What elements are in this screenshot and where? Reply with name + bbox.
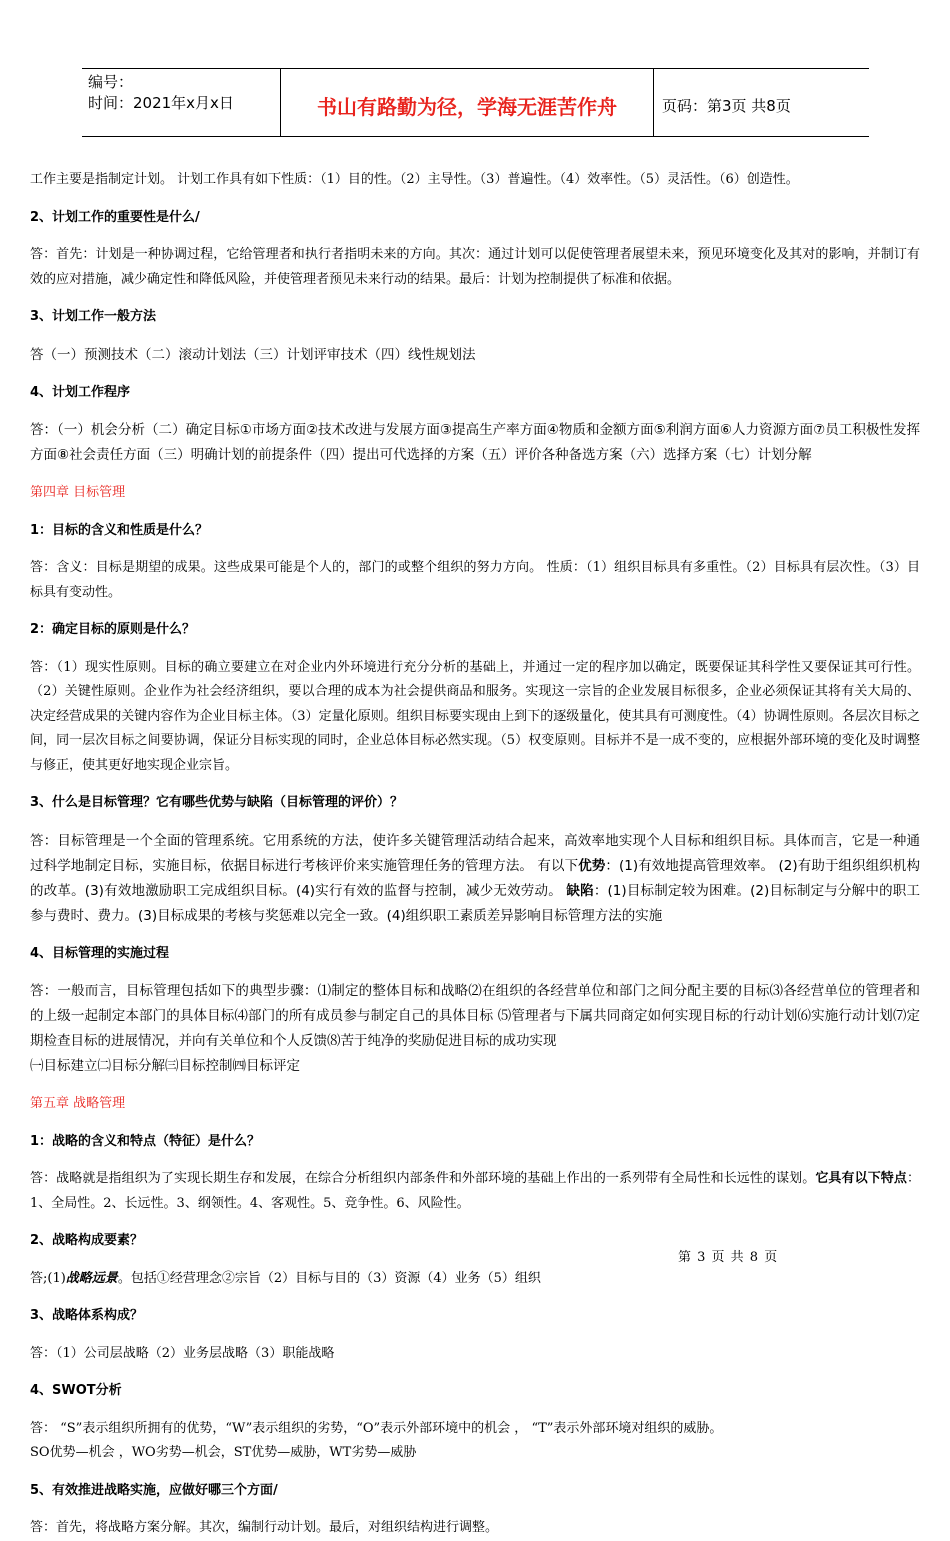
question-heading: 1：战略的含义和特点（特征）是什么？ xyxy=(30,1133,261,1149)
page-header xyxy=(82,68,869,137)
question-heading: 2：确定目标的原则是什么？ xyxy=(30,622,196,637)
question-heading: 4、计划工作程序 xyxy=(30,384,131,400)
question-heading: 3、什么是目标管理？它有哪些优势与缺陷（目标管理的评价）？ xyxy=(30,795,404,810)
question-heading: 3、计划工作一般方法 xyxy=(30,309,157,324)
answer-text: 答：目标管理是一个全面的管理系统。它用系统的方法，使许多关键管理活动结合起来，高效率地实现个人目标和组织目标。具体而言，它是一种通过科学地制定目标，实施目标，依据目标进行考核评价来实施管理任务的管理方法。 有以下 xyxy=(30,832,920,874)
chapter-heading: 第五章 战略管理 xyxy=(30,1096,126,1111)
question-heading: 4、目标管理的实施过程 xyxy=(30,945,170,961)
answer-paragraph: SO优势—机会 ，WO劣势—机会，ST优势—威胁，WT劣势—威胁 xyxy=(30,1445,417,1460)
answer-text: ：1、全局性。2、长远性。3、纲领性。4、客观性。5、竞争性。6、风险性。 xyxy=(30,1171,920,1211)
number-label: 编号： xyxy=(88,73,134,91)
disadvantage-label: 缺陷 xyxy=(566,882,594,899)
answer-paragraph: 答：（1）公司层战略（2）业务层战略（3）职能战略 xyxy=(30,1345,335,1361)
page-footer: 第 3 页 共 8 页 xyxy=(678,1250,779,1265)
answer-text: 。包括①经营理念②宗旨（2）目标与目的（3）资源（4）业务（5）组织 xyxy=(117,1270,541,1286)
answer-text: 答;(1) xyxy=(30,1270,66,1286)
answer-text: ：(1)目标制定较为困难。(2)目标制定与分解中的职工参与费时、费力。(3)目标成果的考核与奖惩难以完全一致。(4)组织职工素质差异影响目标管理方法的实施 xyxy=(30,882,920,924)
header-page-label: 页码：第3页 共8页 xyxy=(662,97,791,115)
features-label: 它具有以下特点 xyxy=(815,1171,907,1186)
question-heading: 5、有效推进战略实施，应做好哪三个方面/ xyxy=(30,1482,278,1498)
answer-text: ：(1)有效地提高管理效率。 (2)有助于组织组织机构的改革。(3)有效地激励职工完成组织目标。(4)实行有效的监督与控制，减少无效劳动。 xyxy=(30,857,921,899)
answer-paragraph xyxy=(30,829,920,929)
answer-paragraph: 答（一）预测技术（二）滚动计划法（三）计划评审技术（四）线性规划法 xyxy=(30,346,476,363)
answer-paragraph: 答：（1）现实性原则。目标的确立要建立在对企业内外环境进行充分分析的基础上，并通过一定的程序加以确定，既要保证其科学性又要保证其可行性。（2）关键性原则。企业作为社会经济组织，要以合理的成本为社会提供商品和服务。实现这一宗旨的企业发展目标很多，企业必须保证其将有关大局的、决定经营成果的关键内容作为企业目标主体。（3）定量化原则。组织目标要实现由上到下的逐级量化，使其具有可测度性。（4）协调性原则。各层次目标之间，同一层次目标之间要协调，保证分目标实现的同时，企业总体目标必然实现。（5）权变原则。目标并不是一成不变的，应根据外部环境的变化及时调整与修正，使其更好地实现企业宗旨。 xyxy=(30,659,920,773)
answer-paragraph: 答：含义：目标是期望的成果。这些成果可能是个人的，部门的或整个组织的努力方向。 性质：（1）组织目标具有多重性。（2）目标具有层次性。（3）目标具有变动性。 xyxy=(30,560,920,600)
header-motto: 书山有路勤为径，学海无涯苦作舟 xyxy=(281,69,654,136)
answer-paragraph: 答：首先，将战略方案分解。其次，编制行动计划。最后，对组织结构进行调整。 xyxy=(30,1520,499,1535)
answer-paragraph: 答：首先：计划是一种协调过程，它给管理者和执行者指明未来的方向。其次：通过计划可以促使管理者展望未来，预见环境变化及其对的影响，并制订有效的应对措施，减少确定性和降低风险，并使管理者预见未来行动的结果。最后：计划为控制提供了标准和依据。 xyxy=(30,247,920,287)
question-heading: 2、计划工作的重要性是什么/ xyxy=(30,209,200,225)
answer-paragraph: ㈠目标建立㈡目标分解㈢目标控制㈣目标评定 xyxy=(30,1058,300,1074)
question-heading: 4、SWOT分析 xyxy=(30,1383,122,1398)
question-heading: 1：目标的含义和性质是什么？ xyxy=(30,522,209,538)
answer-text: 答：战略就是指组织为了实现长期生存和发展，在综合分析组织内部条件和外部环境的基础上作出的一系列带有全局性和长远性的谋划。 xyxy=(30,1171,816,1186)
answer-paragraph xyxy=(30,1167,920,1216)
advantage-label: 优势 xyxy=(578,857,606,874)
strategy-vision-label: 战略远景 xyxy=(65,1270,118,1286)
question-heading: 3、战略体系构成？ xyxy=(30,1308,144,1323)
question-heading: 2、战略构成要素？ xyxy=(30,1233,144,1248)
answer-paragraph: 答：一般而言，目标管理包括如下的典型步骤：⑴制定的整体目标和战略⑵在组织的各经营单位和部门之间分配主要的目标⑶各经营单位的管理者和的上级一起制定本部门的具体目标⑷部门的所有成员参与制定自己的具体目标 ⑸管理者与下属共同商定如何实现目标的行动计划⑹实施行动计划⑺定期检查目标的进展情况，并向有关单位和个人反馈⑻苦于纯净的奖励促进目标的成功实现 xyxy=(30,983,920,1049)
answer-paragraph xyxy=(30,1267,920,1292)
time-label: 时间：2021年x月x日 xyxy=(88,94,234,112)
answer-paragraph: 答： “S”表示组织所拥有的优势，“W”表示组织的劣势，“O”表示外部环境中的机会 ， “T”表示外部环境对组织的威胁。 xyxy=(30,1420,723,1436)
paragraph: 工作主要是指制定计划。 计划工作具有如下性质：（1）目的性。（2）主导性。（3）普遍性。（4）效率性。（5）灵活性。（6）创造性。 xyxy=(30,172,799,187)
answer-paragraph: 答：（一）机会分析（二）确定目标①市场方面②技术改进与发展方面③提高生产率方面④物质和金额方面⑤利润方面⑥人力资源方面⑦员工积极性发挥方面⑧社会责任方面（三）明确计划的前提条件（四）提出可代选择的方案（五）评价各种备选方案（六）选择方案（七）计划分解 xyxy=(30,422,920,463)
document-body xyxy=(30,168,920,1541)
chapter-heading: 第四章 目标管理 xyxy=(30,485,126,500)
header-info-cell xyxy=(82,69,281,136)
